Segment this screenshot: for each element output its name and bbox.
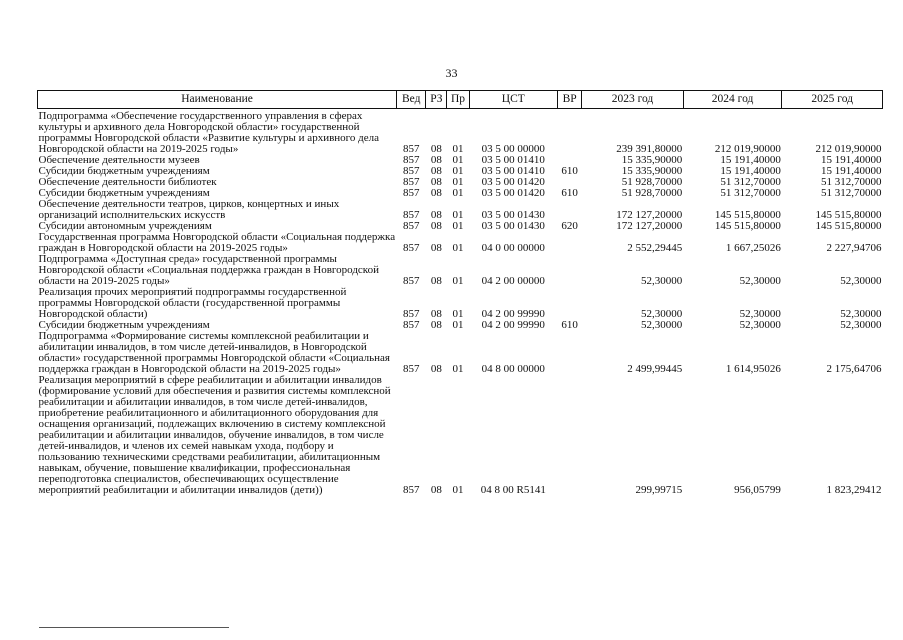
row-2024: 52,30000 (739, 308, 781, 320)
row-cst: 04 2 00 00000 (481, 275, 545, 287)
row-2023: 172 127,20000 (616, 209, 683, 221)
row-vr (558, 331, 582, 375)
row-2024: 51 312,70000 (720, 176, 781, 188)
row-vr (558, 287, 582, 320)
row-pr: 01 (452, 165, 464, 177)
row-rz: 08 (430, 242, 442, 254)
row-2023: 15 335,90000 (621, 154, 683, 166)
row-2025: 145 515,80000 (815, 220, 882, 232)
row-name: Обеспечение деятельности музеев (38, 154, 200, 166)
table-row (38, 199, 883, 221)
table-row (38, 331, 883, 375)
row-ved: 857 (402, 176, 420, 188)
row-rz: 08 (430, 220, 442, 232)
table-row (38, 375, 883, 496)
row-cst: 03 5 00 00000 (481, 143, 545, 155)
row-rz: 08 (430, 308, 442, 320)
row-cst: 03 5 00 01420 (481, 176, 545, 188)
row-pr: 01 (452, 363, 464, 375)
row-cst: 03 5 00 01420 (481, 187, 545, 199)
header-2023: 2023 год (582, 91, 684, 109)
row-cst: 04 2 00 99990 (481, 308, 545, 320)
row-2023: 172 127,20000 (616, 220, 683, 232)
row-2024: 145 515,80000 (714, 220, 781, 232)
row-name: Государственная программа Новгородской области «Социальная поддержка граждан в Новгородской области на 2019-2025 годы» (38, 231, 396, 254)
row-cst: 03 5 00 01430 (481, 220, 545, 232)
row-2023: 52,30000 (641, 319, 683, 331)
row-name: Субсидии бюджетным учреждениям (38, 165, 210, 177)
header-rz: РЗ (426, 91, 447, 109)
row-2025: 52,30000 (840, 308, 882, 320)
row-name: Обеспечение деятельности театров, цирков, концертных и иных организаций исполнительских искусств (38, 198, 340, 221)
row-cst: 03 5 00 01410 (481, 165, 545, 177)
row-rz: 08 (430, 209, 442, 221)
row-ved: 857 (402, 275, 420, 287)
header-cst: ЦСТ (469, 91, 558, 109)
header-vr: ВР (558, 91, 582, 109)
row-2024: 145 515,80000 (714, 209, 781, 221)
row-2024: 15 191,40000 (720, 154, 781, 166)
row-name: Подпрограмма «Обеспечение государственного управления в сферах культуры и архивного дела Новгородской области» государственной программы Новгородской области «Развитие культуры и архивного дела Новгородской области на 2019-2025 годы» (38, 110, 379, 155)
row-2024: 52,30000 (739, 319, 781, 331)
row-name: Субсидии бюджетным учреждениям (38, 319, 210, 331)
row-name: Реализация мероприятий в сфере реабилитации и абилитации инвалидов (формирование условий для обеспечения и развития системы комплексной реабилитации и абилитации инвалидов, в том числе детей-инвалидов, приобретение реабилитационного и абилитационного оборудования для оснащения организаций, подлежащих включению в систему комплексной реабилитации и абилитации инвалидов, обучение инвалидов, в том числе детей-инвалидов, и членов их семей навыкам ухода, подбору и пользованию техническими средствами реабилитации, абилитационным навыкам, обучение, повышение квалификации, профессиональная переподготовка специалистов, обеспечивающих осуществление мероприятий реабилитации и абилитации инвалидов (дети)) (38, 374, 391, 496)
row-rz: 08 (430, 187, 442, 199)
row-pr: 01 (452, 484, 464, 496)
table-header-row (38, 91, 883, 109)
row-2025: 2 175,64706 (826, 363, 882, 375)
row-2025: 15 191,40000 (821, 165, 882, 177)
row-pr: 01 (452, 220, 464, 232)
table-row (38, 287, 883, 320)
row-pr: 01 (452, 275, 464, 287)
row-2025: 52,30000 (840, 319, 882, 331)
header-ved: Вед (397, 91, 426, 109)
header-2024: 2024 год (683, 91, 782, 109)
row-ved: 857 (402, 363, 420, 375)
row-2024: 52,30000 (739, 275, 781, 287)
row-ved: 857 (402, 308, 420, 320)
row-2024: 1 667,25026 (725, 242, 781, 254)
row-2023: 239 391,80000 (616, 143, 683, 155)
row-2025: 51 312,70000 (821, 187, 882, 199)
row-cst: 03 5 00 01410 (481, 154, 545, 166)
budget-table (37, 90, 883, 496)
row-2023: 15 335,90000 (621, 165, 683, 177)
row-pr: 01 (452, 176, 464, 188)
row-vr (558, 375, 582, 496)
row-2024: 51 312,70000 (720, 187, 781, 199)
header-name: Наименование (38, 91, 397, 109)
row-vr: 620 (561, 220, 578, 232)
row-rz: 08 (430, 165, 442, 177)
row-name: Субсидии бюджетным учреждениям (38, 187, 210, 199)
row-2023: 52,30000 (641, 308, 683, 320)
row-ved: 857 (402, 220, 420, 232)
table-row (38, 111, 883, 155)
header-pr: Пр (447, 91, 469, 109)
row-cst: 04 8 00 R5141 (480, 484, 546, 496)
row-name: Подпрограмма «Формирование системы комплексной реабилитации и абилитации инвалидов, в том числе детей-инвалидов, в Новгородской области» государственной программы Новгородской области «Социальная поддержка граждан в Новгородской области на 2019-2025 годы» (38, 330, 390, 375)
row-ved: 857 (402, 319, 420, 331)
row-2025: 52,30000 (840, 275, 882, 287)
row-2024: 1 614,95026 (725, 363, 781, 375)
row-2024: 15 191,40000 (720, 165, 781, 177)
row-2025: 15 191,40000 (821, 154, 882, 166)
row-2025: 51 312,70000 (821, 176, 882, 188)
row-ved: 857 (402, 209, 420, 221)
row-rz: 08 (430, 319, 442, 331)
table-body (38, 109, 883, 497)
row-cst: 04 8 00 00000 (481, 363, 545, 375)
row-vr: 610 (561, 187, 578, 199)
row-vr (558, 232, 582, 254)
row-2025: 212 019,90000 (815, 143, 882, 155)
row-rz: 08 (430, 176, 442, 188)
row-cst: 03 5 00 01430 (481, 209, 545, 221)
row-pr: 01 (452, 319, 464, 331)
header-2025: 2025 год (782, 91, 883, 109)
row-ved: 857 (402, 187, 420, 199)
row-ved: 857 (402, 242, 420, 254)
row-pr: 01 (452, 242, 464, 254)
row-ved: 857 (402, 154, 420, 166)
row-2025: 1 823,29412 (826, 484, 882, 496)
row-vr (558, 199, 582, 221)
row-2023: 52,30000 (641, 275, 683, 287)
row-cst: 04 2 00 99990 (481, 319, 545, 331)
row-vr (558, 111, 582, 155)
row-pr: 01 (452, 187, 464, 199)
row-vr: 610 (561, 165, 578, 177)
row-rz: 08 (430, 484, 442, 496)
row-name: Подпрограмма «Доступная среда» государственной программы Новгородской области «Социальная поддержка граждан в Новгородской области на 2019-2025 годы» (38, 253, 379, 287)
row-2023: 51 928,70000 (621, 187, 683, 199)
row-name: Реализация прочих мероприятий подпрограммы государственной программы Новгородской области (государственной программы Новгородской области) (38, 286, 347, 320)
row-pr: 01 (452, 308, 464, 320)
row-pr: 01 (452, 143, 464, 155)
row-2023: 299,99715 (635, 484, 683, 496)
row-2024: 956,05799 (734, 484, 781, 496)
row-vr (558, 254, 582, 287)
row-vr: 610 (561, 319, 578, 331)
footnote-rule (39, 627, 229, 628)
table-row (38, 254, 883, 287)
row-rz: 08 (430, 154, 442, 166)
table-row (38, 232, 883, 254)
row-2024: 212 019,90000 (714, 143, 781, 155)
row-pr: 01 (452, 154, 464, 166)
row-2025: 145 515,80000 (815, 209, 882, 221)
row-2023: 51 928,70000 (621, 176, 683, 188)
row-2023: 2 552,29445 (627, 242, 683, 254)
row-2023: 2 499,99445 (627, 363, 683, 375)
row-cst: 04 0 00 00000 (481, 242, 545, 254)
row-rz: 08 (430, 275, 442, 287)
row-ved: 857 (402, 484, 420, 496)
row-name: Обеспечение деятельности библиотек (38, 176, 217, 188)
row-ved: 857 (402, 143, 420, 155)
row-ved: 857 (402, 165, 420, 177)
row-rz: 08 (430, 143, 442, 155)
row-pr: 01 (452, 209, 464, 221)
page-number: 33 (445, 66, 458, 80)
row-2025: 2 227,94706 (826, 242, 882, 254)
row-name: Субсидии автономным учреждениям (38, 220, 212, 232)
row-rz: 08 (430, 363, 442, 375)
